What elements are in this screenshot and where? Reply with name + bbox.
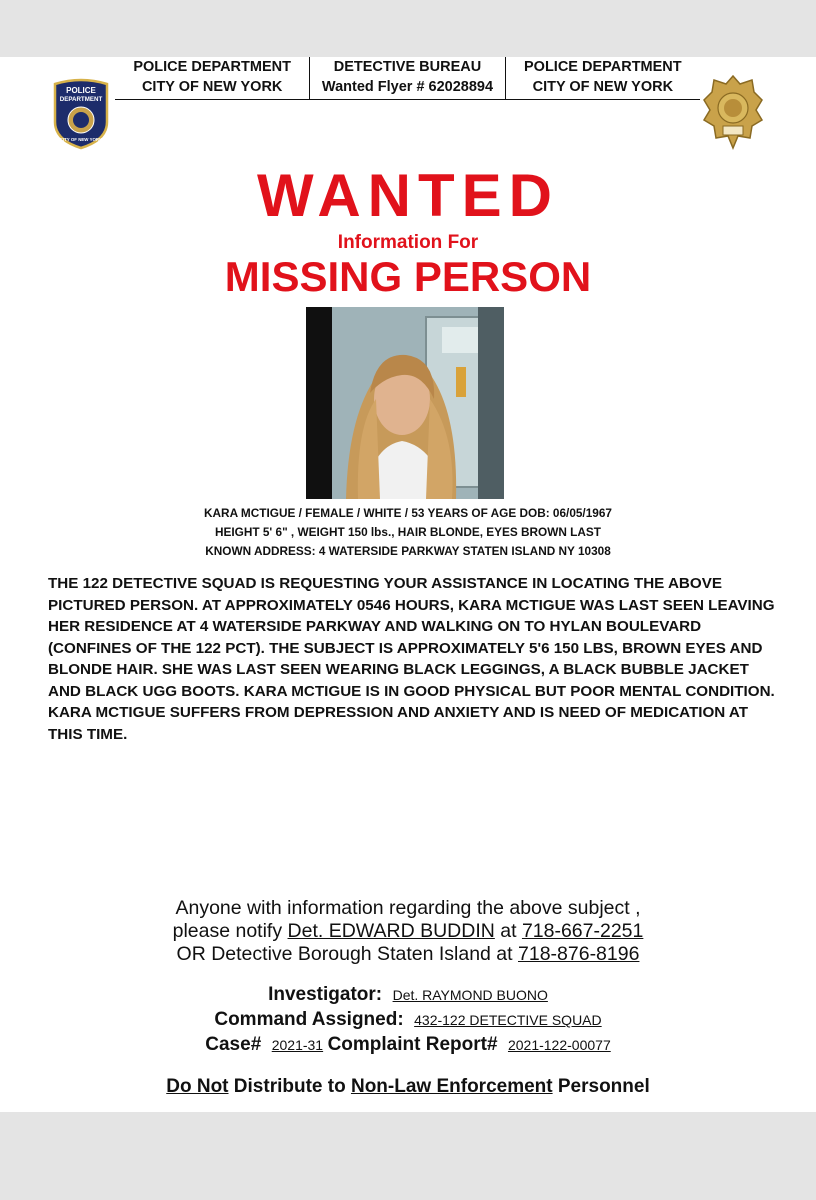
case-value: 2021-31 <box>271 1037 324 1053</box>
patch-text-mid: DEPARTMENT <box>59 96 103 103</box>
investigator-row <box>0 983 816 1008</box>
header-center-line1: DETECTIVE BUREAU <box>333 59 482 75</box>
case-label: Case# <box>205 1034 262 1055</box>
command-label: Command Assigned: <box>214 1009 404 1030</box>
at-word: at <box>500 920 517 942</box>
subject-details-line1: KARA MCTIGUE / FEMALE / WHITE / 53 YEARS OF AGE DOB: 06/05/1967 <box>204 506 612 520</box>
header-right-line1: POLICE DEPARTMENT <box>524 59 682 75</box>
command-value: 432-122 DETECTIVE SQUAD <box>414 1012 602 1028</box>
police-badge-icon <box>702 74 764 150</box>
contact-line1: Anyone with information regarding the above subject , <box>175 897 641 919</box>
notice-part3: Non-Law Enforcement <box>350 1076 553 1097</box>
case-row <box>0 1033 816 1058</box>
header-center <box>309 57 504 99</box>
header-right-line2: CITY OF NEW YORK <box>532 79 674 95</box>
contact-line3 <box>0 943 816 966</box>
detective-name: Det. EDWARD BUDDIN <box>287 920 495 942</box>
header-right <box>505 57 700 99</box>
header-left <box>115 57 309 99</box>
notice-part2: Distribute to <box>233 1076 346 1097</box>
subject-details-line2: HEIGHT 5' 6" , WEIGHT 150 lbs., HAIR BLONDE, EYES BROWN LAST <box>215 525 601 539</box>
complaint-label: Complaint Report# <box>327 1034 498 1055</box>
distribution-notice <box>0 1076 816 1098</box>
patch-text-bottom: CITY OF NEW YORK <box>59 137 103 142</box>
patch-text-top: POLICE <box>66 86 96 95</box>
investigator-value: Det. RAYMOND BUONO <box>392 987 548 1003</box>
complaint-value: 2021-122-00077 <box>507 1037 611 1053</box>
notice-part4: Personnel <box>557 1076 650 1097</box>
investigator-section <box>0 983 816 1058</box>
borough-phone[interactable]: 718-876-8196 <box>518 943 640 965</box>
contact-line2 <box>0 920 816 943</box>
header-center-line2: Wanted Flyer # 62028894 <box>321 79 494 95</box>
subject-details-line3: KNOWN ADDRESS: 4 WATERSIDE PARKWAY STATEN ISLAND NY 10308 <box>205 544 611 558</box>
detective-phone[interactable]: 718-667-2251 <box>521 920 644 942</box>
investigator-label: Investigator: <box>268 984 383 1005</box>
info-for-subtitle: Information For <box>337 232 479 253</box>
flyer-header <box>115 57 700 100</box>
subject-photo <box>306 307 504 499</box>
notice-part1: Do Not <box>166 1076 229 1097</box>
header-left-line2: CITY OF NEW YORK <box>141 79 283 95</box>
subject-details <box>0 504 816 561</box>
header-left-line1: POLICE DEPARTMENT <box>133 59 291 75</box>
contact-section <box>0 897 816 966</box>
command-row <box>0 1008 816 1033</box>
notify-prefix: please notify <box>172 920 283 942</box>
wanted-title: WANTED <box>257 162 559 229</box>
nypd-patch-logo <box>51 78 111 150</box>
missing-person-title: MISSING PERSON <box>224 253 592 300</box>
case-description: THE 122 DETECTIVE SQUAD IS REQUESTING YOUR ASSISTANCE IN LOCATING THE ABOVE PICTURED PERSON. AT APPROXIMATELY 0546 HOURS, KARA MCTIGUE WAS LAST SEEN LEAVING HER RESIDENCE AT 4 WATERSIDE PARKWAY AND WALKING ON TO HYLAN BOULEVARD (CONFINES OF THE 122 PCT). THE SUBJECT IS APPROXIMATELY 5'6 150 LBS, BROWN EYES AND BLONDE HAIR. SHE WAS LAST SEEN WEARING BLACK LEGGINGS, A BLACK BUBBLE JACKET AND BLACK UGG BOOTS. KARA MCTIGUE IS IN GOOD PHYSICAL BUT POOR MENTAL CONDITION. KARA MCTIGUE SUFFERS FROM DEPRESSION AND ANXIETY AND IS NEED OF MEDICATION AT THIS TIME. <box>48 575 775 743</box>
borough-prefix: OR Detective Borough Staten Island at <box>176 943 513 965</box>
